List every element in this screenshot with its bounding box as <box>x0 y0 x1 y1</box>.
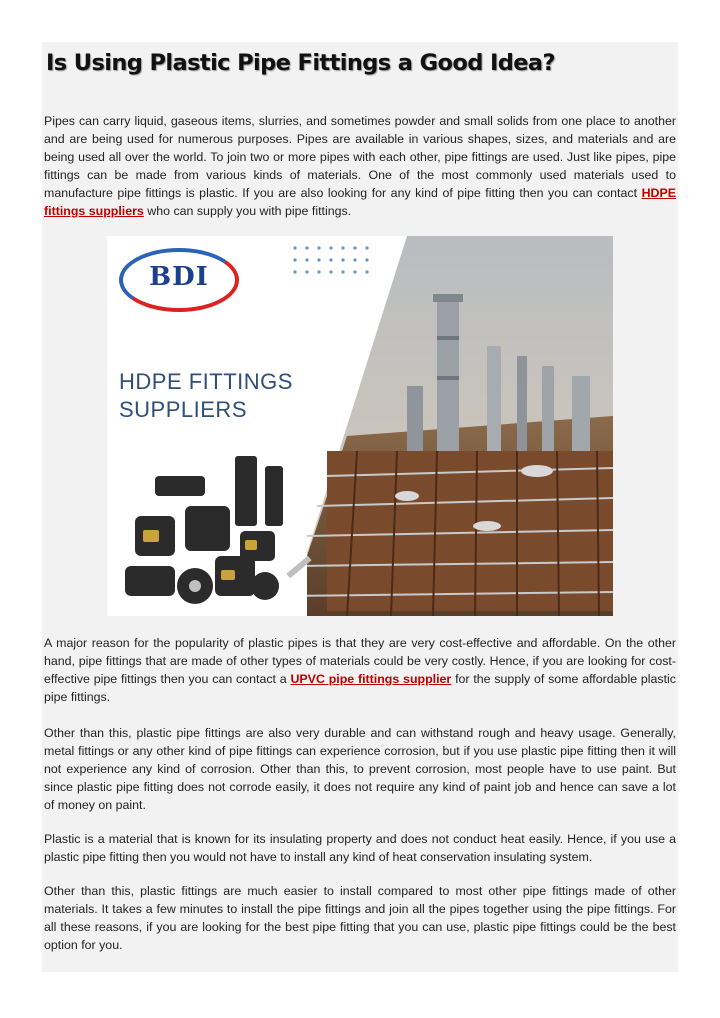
insulation-paragraph: Plastic is a material that is known for its insulating property and does not conduct heat easily. Hence, if you use a plastic pipe fitting then you would not have to install any kind of heat conservation insulating system. <box>44 832 676 864</box>
banner-headline <box>119 368 319 424</box>
headline-line-1: HDPE FITTINGS <box>119 369 293 394</box>
hdpe-banner-image <box>107 236 613 616</box>
paragraph-text: who can supply you with pipe fittings. <box>143 204 352 218</box>
paragraph-text: for the supply of some affordable plastic pipe fittings. <box>44 672 677 704</box>
logo-text: BDI <box>149 262 209 292</box>
upvc-fittings-link[interactable]: UPVC pipe fittings supplier <box>290 672 452 686</box>
paragraph-text: Pipes can carry liquid, gaseous items, slurries, and sometimes powder and small solids from one place to another and are being used for numerous purposes. Pipes are available in various shapes, sizes, and materials and are being used all over the world. To join two or more pipes with each other, pipe fittings are used. Just like pipes, pipe fittings can be made from various kinds of materials. One of the most commonly used materials used to manufacture pipe fittings is plastic. If you are also looking for any kind of pipe fitting then you can contact <box>44 114 676 200</box>
document-page <box>42 42 678 972</box>
dot-pattern <box>287 242 447 282</box>
paragraph-text: A major reason for the popularity of plastic pipes is that they are very cost-effective and affordable. On the other hand, pipe fittings that are made of other types of materials could be very costly. Hence, if you are looking for cost-effective pipe fittings then you can contact a <box>44 636 676 686</box>
hdpe-fittings-link[interactable]: HDPE fittings suppliers <box>44 186 676 218</box>
headline-line-2: SUPPLIERS <box>119 397 247 422</box>
refinery-photo <box>287 236 613 616</box>
installation-paragraph: Other than this, plastic fittings are much easier to install compared to most other pipe fittings made of other materials. It takes a few minutes to install the pipe fittings and join all the pipes together using the pipe fittings. For all these reasons, if you are looking for the best pipe fitting that you can use, plastic pipe fittings could be the best option for you. <box>44 884 676 952</box>
page-title: Is Using Plastic Pipe Fittings a Good Idea? <box>46 50 555 76</box>
cost-paragraph <box>44 634 676 706</box>
banner-left-panel <box>107 236 307 616</box>
durability-paragraph: Other than this, plastic pipe fittings are also very durable and can withstand rough and heavy usage. Generally, metal fittings or any other kind of pipe fittings can experience corrosion, but if you use plastic pipe fitting then it will not experience any kind of corrosion. Other than this, to prevent corrosion, most people have to use paint. But since plastic pipe fitting does not corrode easily, it does not require any kind of paint job and hence can save a lot of money on paint. <box>44 726 676 812</box>
pipe-fittings-illustration <box>115 446 325 616</box>
intro-paragraph <box>44 112 676 220</box>
